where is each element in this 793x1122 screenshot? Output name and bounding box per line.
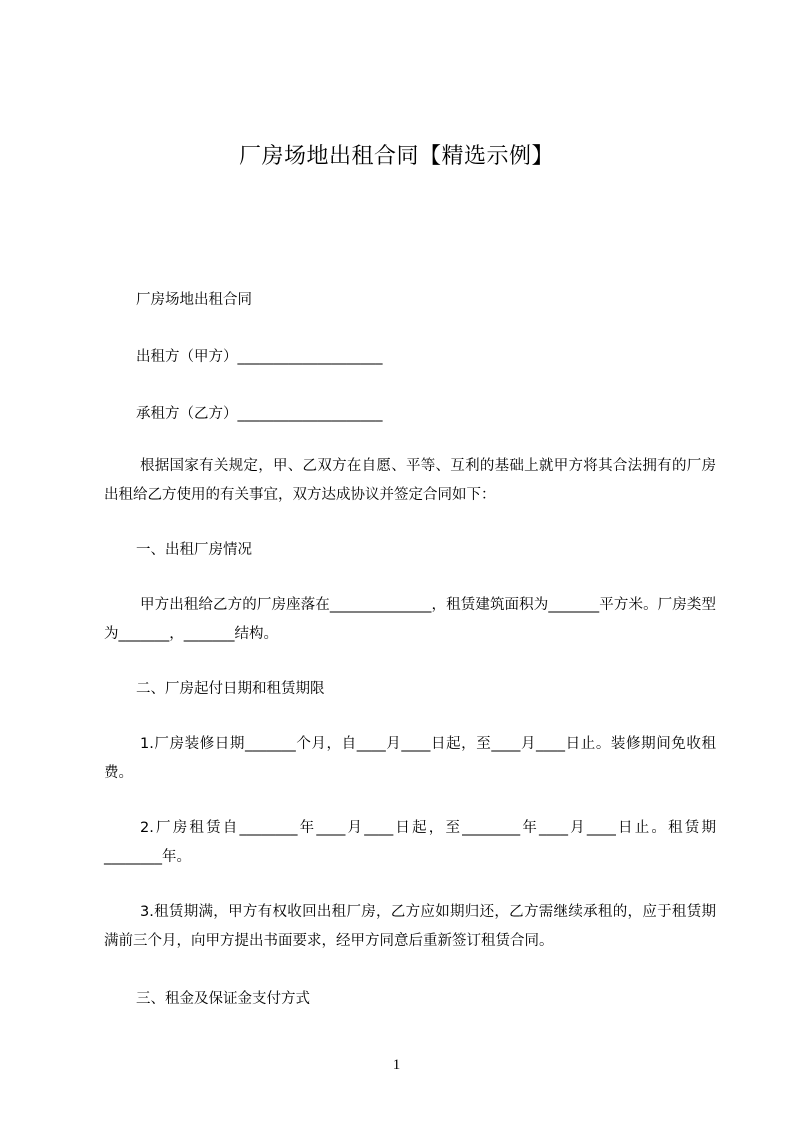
section-1-heading: 一、出租厂房情况 (136, 542, 252, 558)
contract-subtitle: 厂房场地出租合同 (136, 292, 252, 308)
clause-2-3: 3.租赁期满，甲方有权收回出租厂房，乙方应如期归还，乙方需继续承租的，应于租赁期满前三个月，向甲方提出书面要求，经甲方同意后重新签订租赁合同。 (104, 904, 716, 949)
section-3-heading: 三、租金及保证金支付方式 (136, 991, 310, 1007)
section-2-heading: 二、厂房起付日期和租赁期限 (136, 681, 325, 697)
intro-paragraph: 根据国家有关规定，甲、乙双方在自愿、平等、互利的基础上就甲方将其合法拥有的厂房出租给乙方使用的有关事宜，双方达成协议并签定合同如下： (104, 458, 716, 503)
page-title: 厂房场地出租合同【精选示例】 (238, 144, 554, 169)
page-number: 1 (392, 1057, 401, 1073)
clause-2-2: 2.厂房租赁自________年____月____日起，至________年____月____日止。租赁期________年。 (104, 820, 716, 865)
lessee-line: 承租方（乙方）____________________ (136, 406, 383, 422)
lessor-line: 出租方（甲方）____________________ (136, 349, 383, 365)
clause-2-1: 1.厂房装修日期_______个月，自____月____日起，至____月____日止。装修期间免收租费。 (104, 736, 716, 781)
document-body (104, 286, 716, 1014)
section-1-body: 甲方出租给乙方的厂房座落在______________，租赁建筑面积为_______平方米。厂房类型为_______，_______结构。 (104, 597, 716, 642)
